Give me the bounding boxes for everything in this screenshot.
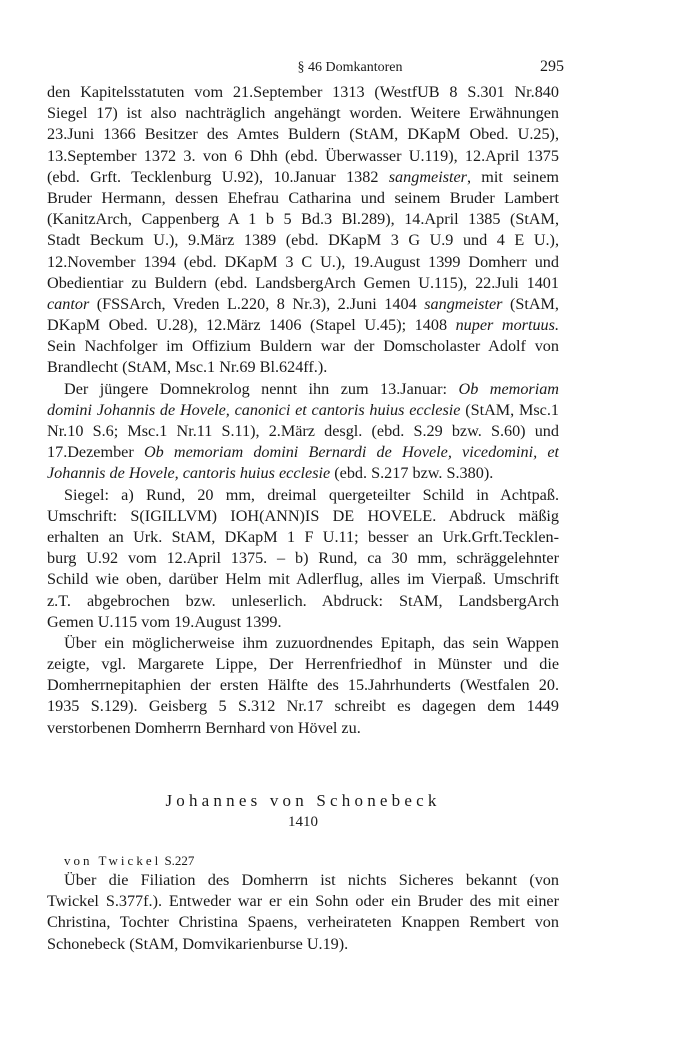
paragraph-2: [47, 379, 559, 485]
text-span: (StAM,: [502, 294, 559, 313]
text-line: Obedientiar zu Buldern (ebd. LandsbergArch Gemen U.115), 22.Juli 1401: [47, 273, 559, 292]
text-line: Twickel S.377f.). Entweder war er ein Sohn oder ein Bruder des mit einer: [47, 892, 559, 911]
reference-author: von Twickel: [64, 853, 162, 868]
text-line: Gemen U.115 vom 19.August 1399.: [47, 612, 282, 631]
paragraph-1: [47, 82, 559, 379]
text-line: Nr.10 S.6; Msc.1 Nr.11 S.11), 2.März desgl. (ebd. S.29 bzw. S.60) und: [47, 422, 559, 440]
text-line: Siegel 17) ist also nachträglich angehängt worden. Weitere Erwähnungen: [47, 104, 559, 123]
text-line: den Kapitelsstatuten vom 21.September 1313 (WestfUB 8 S.301 Nr.840: [47, 83, 559, 101]
italic-term: cantor: [47, 294, 90, 313]
text-line: [47, 379, 559, 400]
text-line: Brandlecht (StAM, Msc.1 Nr.69 Bl.624ff.).: [47, 358, 328, 377]
reference-page: S.227: [164, 853, 195, 868]
text-span: 17.Dezember: [47, 443, 144, 462]
text-line: [47, 294, 559, 315]
text-span: (FSSArch, Vreden L.220, 8 Nr.3), 2.Juni 1404: [89, 294, 425, 313]
text-line: Christina, Tochter Christina Spaens, verheirateten Knappen Rembert von: [47, 913, 559, 932]
text-line: (KanitzArch, Cappenberg A 1 b 5 Bd.3 Bl.289), 14.April 1385 (StAM,: [47, 210, 559, 229]
text-line: Über ein möglicherweise ihm zuzuordnendes Epitaph, das sein Wappen: [64, 633, 559, 652]
italic-quote: Ob memoriam: [458, 379, 559, 398]
text-line: Umschrift: S(IGILLVM) IOH(ANN)IS DE HOVELE. Abdruck mäßig: [47, 506, 559, 525]
text-line: [47, 315, 559, 336]
text-span: , mit seinem: [466, 167, 559, 186]
text-line: 13.September 1372 3. von 6 Dhh (ebd. Überwasser U.119), 12.April 1375: [47, 146, 559, 165]
text-span: (StAM, Msc.1: [460, 400, 559, 419]
entry-name: Johannes von Schonebeck: [165, 791, 441, 810]
text-line: Über die Filiation des Domherrn ist nichts Sicheres bekannt (von: [64, 871, 559, 889]
text-span: Der jüngere Domnekrolog nennt ihn zum 13.Januar:: [64, 379, 459, 398]
text-line: z.T. abgebrochen bzw. unleserlich. Abdruck: StAM, LandsbergArch: [47, 591, 559, 610]
italic-term: sangmeister: [388, 167, 467, 186]
italic-quote: Johannis de Hovele, cantoris huius ecclesie: [47, 464, 331, 483]
entry-year: 1410: [288, 814, 318, 830]
text-line: burg U.92 vom 12.April 1375. – b) Rund, ca 30 mm, schräggelehnter: [47, 549, 559, 568]
text-line: 12.November 1394 (ebd. DKapM 3 C U.), 19.August 1399 Domherr und: [47, 252, 559, 271]
text-line: 1935 S.129). Geisberg 5 S.312 Nr.17 schreibt es dagegen dem 1449: [47, 697, 559, 716]
text-line: 23.Juni 1366 Besitzer des Amtes Buldern (StAM, DKapM Obed. U.25),: [47, 125, 559, 144]
page-header: [0, 58, 700, 80]
paragraph-4: [47, 633, 559, 739]
text-line: [47, 400, 559, 421]
text-line: erhalten an Urk. StAM, DKapM 1 F U.11; besser an Urk.Grft.Tecklen-: [47, 527, 559, 546]
text-span: (ebd. S.217 bzw. S.380).: [330, 464, 494, 483]
text-line: verstorbenen Domherrn Bernhard von Hövel zu.: [47, 718, 361, 737]
paragraph-3: [47, 485, 559, 633]
entry-reference: [47, 852, 559, 870]
italic-term: sangmeister: [424, 294, 503, 313]
text-line: Schonebeck (StAM, Domvikarienburse U.19).: [47, 934, 349, 953]
text-line: Bruder Hermann, dessen Ehefrau Catharina und seinem Bruder Lambert: [47, 188, 559, 207]
italic-quote: Ob memoriam domini Bernardi de Hovele, vicedomini, et: [143, 443, 559, 462]
text-line: Domherrnepitaphien der ersten Hälfte des 15.Jahrhunderts (Westfalen 20.: [47, 676, 559, 695]
italic-term: nuper mortuus.: [455, 316, 559, 335]
text-line: Siegel: a) Rund, 20 mm, dreimal quergeteilter Schild in Achtpaß.: [64, 485, 559, 504]
section-gap: [47, 739, 559, 760]
italic-quote: domini Johannis de Hovele, canonici et cantoris huius ecclesie: [47, 400, 461, 419]
running-head: § 46 Domkantoren: [297, 60, 403, 75]
text-line: Schild wie oben, darüber Helm mit Adlerflug, alles im Vierpaß. Umschrift: [47, 570, 559, 589]
text-line: [47, 463, 559, 484]
entry-heading: [47, 790, 559, 832]
text-line: zeigte, vgl. Margarete Lippe, Der Herrenfriedhof in Münster und die: [47, 655, 559, 674]
text-line: [47, 167, 559, 188]
text-span: DKapM Obed. U.28), 12.März 1406 (Stapel U.45); 1408: [47, 316, 456, 335]
paragraph-5: [47, 870, 559, 955]
page-body: [47, 82, 559, 955]
text-line: [47, 442, 559, 463]
text-line: Sein Nachfolger im Offizium Buldern war der Domscholaster Adolf von: [47, 337, 559, 356]
page-number: 295: [540, 58, 564, 75]
text-line: Stadt Beckum U.), 9.März 1389 (ebd. DKapM 3 G U.9 und 4 E U.),: [47, 231, 559, 250]
text-span: (ebd. Grft. Tecklenburg U.92), 10.Januar 1382: [47, 167, 379, 186]
